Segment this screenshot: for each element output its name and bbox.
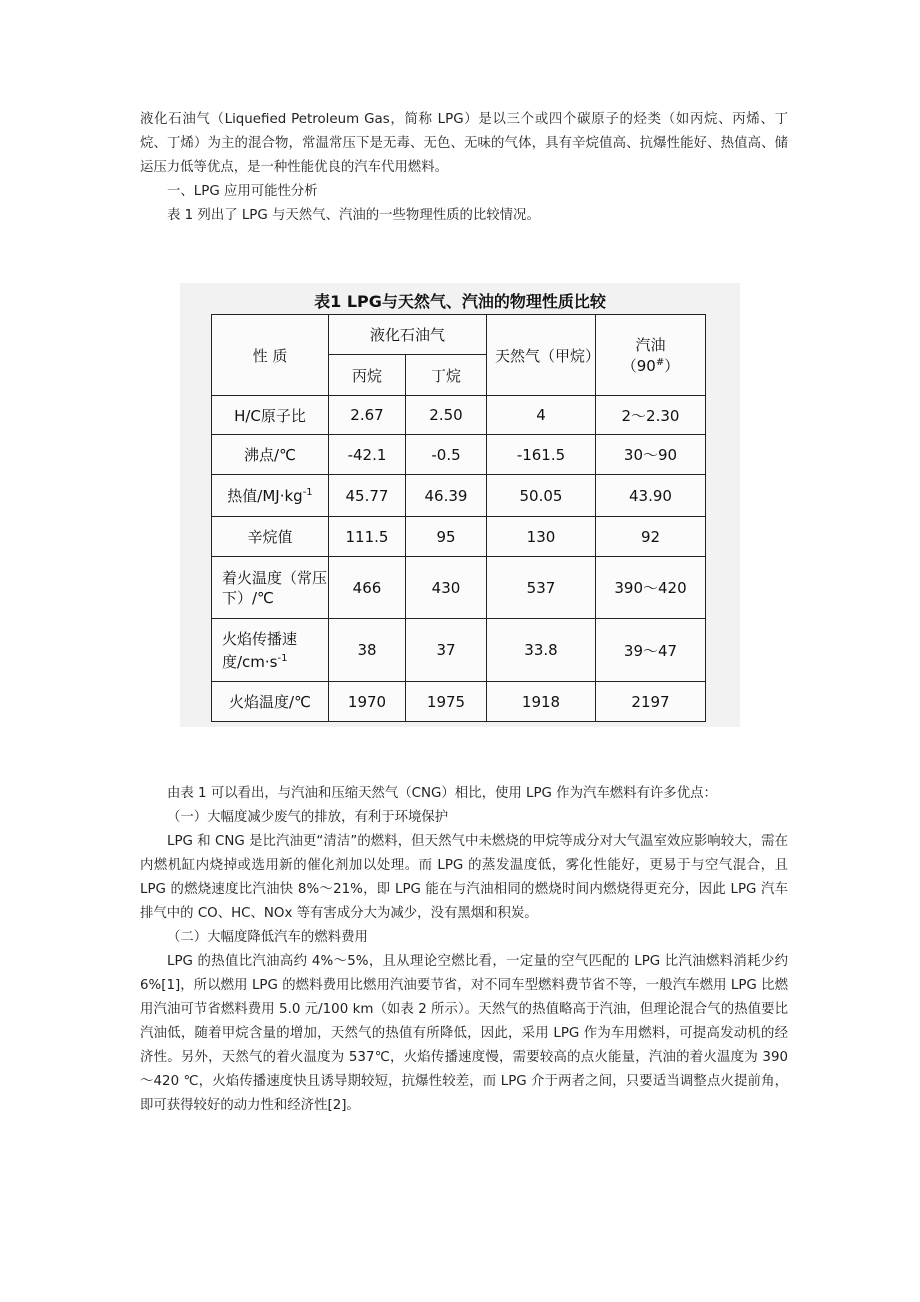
header-natural-gas: 天然气（甲烷） <box>487 315 596 396</box>
subsection-heading-1: （一）大幅度减少废气的排放，有利于环境保护 <box>167 810 449 825</box>
cell-butane: 95 <box>406 517 487 557</box>
header-propane: 丙烷 <box>329 355 406 396</box>
header-gasoline-close: ） <box>664 357 680 375</box>
table-row <box>212 475 706 517</box>
cell-propane: 111.5 <box>329 517 406 557</box>
cell-natural-gas: 1918 <box>487 682 596 722</box>
table-row <box>212 396 706 435</box>
table-reference-paragraph: 表 1 列出了 LPG 与天然气、汽油的一些物理性质的比较情况。 <box>167 208 540 223</box>
table-row <box>212 557 706 619</box>
cell-propane: 45.77 <box>329 475 406 517</box>
header-gasoline <box>596 315 706 396</box>
after-table-paragraph: 由表 1 可以看出，与汽油和压缩天然气（CNG）相比，使用 LPG 作为汽车燃料有许多优点： <box>167 786 717 801</box>
intro-paragraph: 液化石油气（Liquefied Petroleum Gas，简称 LPG）是以三个或四个碳原子的烃类（如丙烷、丙烯、丁烷、丁烯）为主的混合物，常温常压下是无毒、无色、无味的气体，具有辛烷值高、抗爆性能好、热值高、储运压力低等优点，是一种性能优良的汽车代用燃料。 <box>140 112 788 175</box>
row-label: 火焰传播速度$/cm\cdot s^{-1}$ <box>212 619 329 682</box>
cell-natural-gas: 4 <box>487 396 596 435</box>
row-label: H/C原子比 <box>212 396 329 435</box>
cell-gasoline: 43.90 <box>596 475 706 517</box>
document-body-top <box>140 108 788 228</box>
table-figure <box>180 283 740 727</box>
document-body-bottom <box>140 782 788 1118</box>
header-gasoline-grade: （90 <box>621 357 656 375</box>
cell-natural-gas: 130 <box>487 517 596 557</box>
subsection-2-paragraph: LPG 的热值比汽油高约 4%～5%，且从理论空燃比看，一定量的空气匹配的 LPG 比汽油燃料消耗少约 6%[1]，所以燃用 LPG 的燃料费用比燃用汽油要节省，对不同车型燃料费节省不等，一般汽车燃用 LPG 比燃用汽油可节省燃料费用 5.0 元/100 km（如表 2 所示）。天然气的热值略高于汽油，但理论混合气的热值要比汽油低，随着甲烷含量的增加，天然气的热值有所降低，因此，采用 LPG 作为车用燃料，可提高发动机的经济性。另外，天然气的着火温度为 537℃，火焰传播速度慢，需要较高的点火能量，汽油的着火温度为 390～420 ℃，火焰传播速度快且诱导期较短，抗爆性较差，而 LPG 介于两者之间，只要适当调整点火提前角，即可获得较好的动力性和经济性[2]。 <box>140 954 788 1113</box>
cell-natural-gas: 50.05 <box>487 475 596 517</box>
header-butane: 丁烷 <box>406 355 487 396</box>
cell-butane: 1975 <box>406 682 487 722</box>
row-label: 沸点/℃ <box>212 435 329 475</box>
header-property: 性 质 <box>212 315 329 396</box>
row-label: 热值$/MJ\cdot kg^{-1}$ <box>212 475 329 517</box>
cell-propane: 38 <box>329 619 406 682</box>
section-heading-1: 一、LPG 应用可能性分析 <box>167 184 318 199</box>
row-label: 辛烷值 <box>212 517 329 557</box>
table-row <box>212 682 706 722</box>
cell-propane: -42.1 <box>329 435 406 475</box>
cell-natural-gas: 33.8 <box>487 619 596 682</box>
header-gasoline-name: 汽油 <box>635 336 666 354</box>
cell-gasoline: 2197 <box>596 682 706 722</box>
cell-gasoline: 30～90 <box>596 435 706 475</box>
cell-gasoline: 92 <box>596 517 706 557</box>
cell-gasoline: 2～2.30 <box>596 396 706 435</box>
cell-propane: 1970 <box>329 682 406 722</box>
row-label: 着火温度（常压下）/℃ <box>212 557 329 619</box>
header-gasoline-sup: # <box>655 357 665 368</box>
properties-table <box>211 314 706 722</box>
cell-propane: 466 <box>329 557 406 619</box>
table-title: 表1 LPG与天然气、汽油的物理性质比较 <box>314 292 606 311</box>
cell-natural-gas: 537 <box>487 557 596 619</box>
subsection-heading-2: （二）大幅度降低汽车的燃料费用 <box>167 930 368 945</box>
table-row <box>212 435 706 475</box>
cell-gasoline: 390～420 <box>596 557 706 619</box>
table-row <box>212 619 706 682</box>
header-lpg: 液化石油气 <box>329 315 487 355</box>
cell-natural-gas: -161.5 <box>487 435 596 475</box>
cell-propane: 2.67 <box>329 396 406 435</box>
cell-butane: 430 <box>406 557 487 619</box>
row-label: 火焰温度/℃ <box>212 682 329 722</box>
cell-butane: -0.5 <box>406 435 487 475</box>
cell-butane: 2.50 <box>406 396 487 435</box>
subsection-1-paragraph: LPG 和 CNG 是比汽油更“清洁”的燃料，但天然气中未燃烧的甲烷等成分对大气温室效应影响较大，需在内燃机缸内烧掉或选用新的催化剂加以处理。而 LPG 的蒸发温度低，雾化性能好，更易于与空气混合，且 LPG 的燃烧速度比汽油快 8%～21%，即 LPG 能在与汽油相同的燃烧时间内燃烧得更充分，因此 LPG 汽车排气中的 CO、HC、NOx 等有害成分大为减少，没有黑烟和积炭。 <box>140 834 788 921</box>
cell-butane: 37 <box>406 619 487 682</box>
table-row <box>212 517 706 557</box>
cell-butane: 46.39 <box>406 475 487 517</box>
cell-gasoline: 39～47 <box>596 619 706 682</box>
